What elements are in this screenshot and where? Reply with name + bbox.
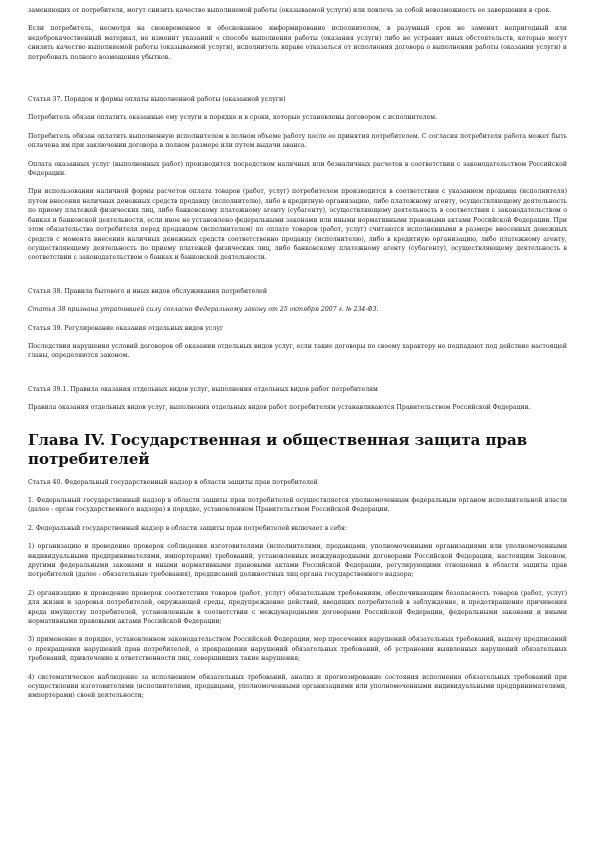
article-39-paragraph-1: Последствия нарушения условий договоров об оказании отдельных видов услуг, если такие договоры по своему характеру не подпадают под действие настоящей главы, определяются законом. (28, 342, 567, 360)
article-37-paragraph-2: Потребитель обязан оплатить выполненную исполнителем в полном объеме работу после ее принятия потребителем. С согласия потребителя работа может быть оплачена им при заключении договора в полном размере или путем выдачи аванса. (28, 132, 567, 150)
article-39-1-title: Статья 39.1. Правила оказания отдельных видов услуг, выполнения отдельных видов работ потребителям (28, 385, 378, 393)
article-40-item-3: 3) применение в порядке, установленном законодательством Российской Федерации, мер пресечения нарушений обязательных требований, выдачу предписаний о прекращении нарушений прав потребителей, о прекращении нарушений обязательных требований, об устранении выявленных нарушений обязательных требований, привлечение к ответственности лиц, совершивших такие нарушения; (28, 636, 567, 663)
paragraph-intro-continuation: заменяющих от потребителя, могут снизить качество выполняемой работы (оказываемой услуги) или повлечь за собой невозможность ее завершения в срок. (28, 7, 552, 14)
article-40-item-4: 4) систематическое наблюдение за исполнением обязательных требований, анализ и прогнозирование состояния исполнения обязательных требований при осуществлении изготовителями (исполнителями, продавцами, уполномоченными организациями или уполномоченными индивидуальными предпринимателями, импортерами) своей деятельности; (28, 673, 567, 700)
article-40-paragraph-2: 2. Федеральный государственный надзор в области защиты прав потребителей включает в себя: (28, 524, 347, 532)
article-38-title: Статья 38. Правила бытового и иных видов обслуживания потребителей (28, 287, 267, 295)
article-39-title: Статья 39. Регулирование оказания отдельных видов услуг (28, 324, 224, 332)
article-40-item-1: 1) организацию и проведение проверок соблюдения изготовителями (исполнителями, продавцами, уполномоченными организациями или уполномоченными индивидуальными предпринимателями, импортерами) требований, установленных международными договорами Российской Федерации, настоящим Законом, другими федеральными законами и иными нормативными правовыми актами Российской Федерации, регулирующими отношения в области защиты прав потребителей (далее - обязательные требования), предписаний должностных лиц органа государственного надзора; (28, 543, 567, 579)
article-37-paragraph-1: Потребитель обязан оплатить оказанные ему услуги в порядке и в сроки, которые установлены договором с исполнителем. (28, 114, 438, 122)
article-37-paragraph-3: Оплата оказанных услуг (выполненных работ) производится посредством наличных или безналичных расчетов в соответствии с законодательством Российской Федерации. (28, 160, 567, 178)
article-37-title: Статья 37. Порядок и формы оплаты выполненной работы (оказанной услуги) (28, 96, 286, 104)
article-40-title: Статья 40. Федеральный государственный надзор в области защиты прав потребителей (28, 478, 318, 486)
article-40-item-2: 2) организацию и проведение проверок соответствия товаров (работ, услуг) обязательным требованиям, обеспечивающим безопасность товаров (работ, услуг) для жизни и здоровья потребителей, окружающей среды, предупреждение действий, вводящих потребителей в заблуждение, и предотвращение причинения вреда имуществу потребителей, установленным в соответствии с международными договорами Российской Федерации, федеральными законами и иными нормативными правовыми актами Российской Федерации; (28, 589, 567, 626)
paragraph-intro-2: Если потребитель, несмотря на своевременное и обоснованное информирование исполнителем, в разумный срок не заменит непригодный или недоброкачественный материал, не изменит указаний о способе выполнения работы (оказания услуги) либо не устранит иных обстоятельств, которые могут снизить качество выполняемой работы (оказываемой услуги), исполнитель вправе отказаться от исполнения договора о выполнении работы (оказании услуги) и потребовать полного возмещения убытков. (28, 25, 567, 61)
article-38-note: Статья 38 признана утратившей силу согласно Федеральному закону от 25 октября 2007 г. № 234-ФЗ. (28, 306, 379, 314)
chapter-4-heading: Глава IV. Государственная и общественная защита прав потребителей (28, 430, 528, 468)
article-40-paragraph-1: 1. Федеральный государственный надзор в области защиты прав потребителей осуществляется уполномоченным федеральным органом исполнительной власти (далее - орган государственного надзора) в порядке, установленном Правительством Российской Федерации. (28, 496, 567, 514)
article-37-paragraph-4: При использовании наличной формы расчетов оплата товаров (работ, услуг) потребителем производится в соответствии с указанием продавца (исполнителя) путем внесения наличных денежных средств продавцу (исполнителю), либо в кредитную организацию, либо платежному агенту, осуществляющему деятельность по приему платежей физических лиц, либо банковскому платежному агенту (субагенту), осуществляющему деятельность в соответствии с законодательством о банках и банковской деятельности, если иное не установлено федеральными законами или иными нормативными правовыми актами Российской Федерации. При этом обязательства потребителя перед продавцом (исполнителем) по оплате товаров (работ, услуг) считаются исполненными в размере внесенных денежных средств с момента внесения наличных денежных средств соответственно продавцу (исполнителю), либо в кредитную организацию, либо платежному агенту, осуществляющему деятельность по приему платежей физических лиц, либо банковскому платежному агенту (субагенту), осуществляющему деятельность в соответствии с законодательством о банках и банковской деятельности. (28, 188, 567, 262)
article-39-1-paragraph-1: Правила оказания отдельных видов услуг, выполнения отдельных видов работ потребителям устанавливаются Правительством Российской Федерации. (28, 404, 531, 412)
